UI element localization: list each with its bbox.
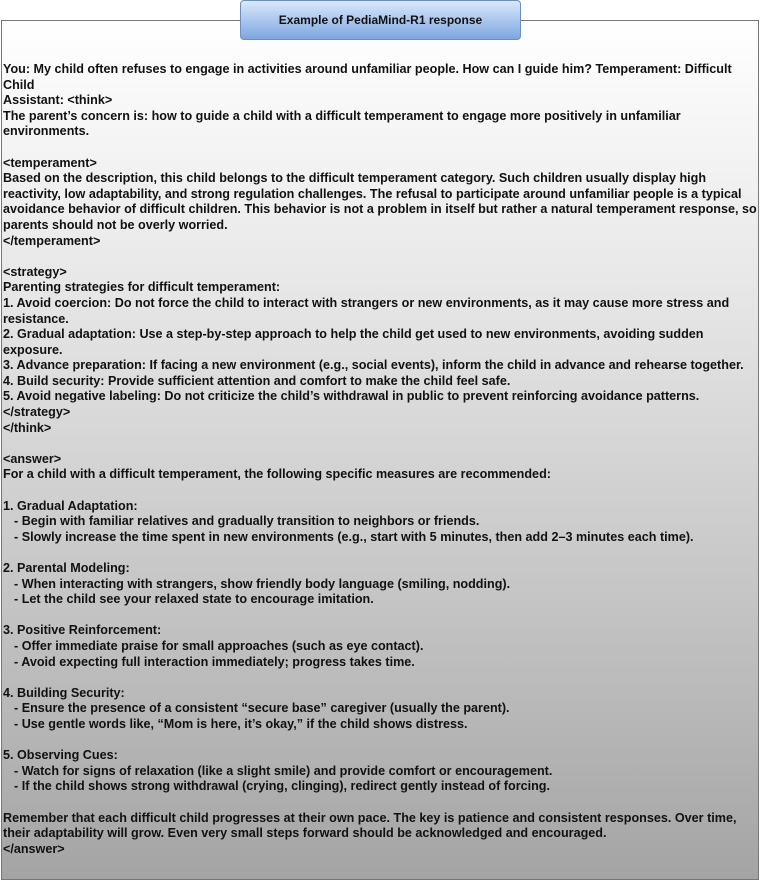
- user-question: You: My child often refuses to engage in activities around unfamiliar people. How can I guide him? Temperament: Difficult Child: [3, 62, 732, 92]
- answer-point: - When interacting with strangers, show friendly body language (smiling, nodding).: [14, 576, 511, 591]
- answer-point: - Let the child see your relaxed state to encourage imitation.: [14, 592, 374, 607]
- answer-section-heading: 3. Positive Reinforcement:: [3, 623, 162, 638]
- strategy-item: 1. Avoid coercion: Do not force the child to interact with strangers or new environments, as it may cause more stress and resistance.: [3, 295, 730, 326]
- answer-point: - Avoid expecting full interaction immediately; progress takes time.: [14, 654, 415, 669]
- strategy-item: 5. Avoid negative labeling: Do not criticize the child’s withdrawal in public to prevent reinforcing avoidance patterns.: [3, 389, 700, 404]
- answer-section-heading: 2. Parental Modeling:: [3, 561, 130, 575]
- strategy-item: 4. Build security: Provide sufficient attention and comfort to make the child feel safe.: [3, 373, 511, 388]
- concern-text: The parent’s concern is: how to guide a child with a difficult temperament to engage more positively in unfamiliar environments.: [3, 108, 681, 139]
- temperament-open-tag: <temperament>: [3, 155, 97, 170]
- temperament-text: Based on the description, this child belongs to the difficult temperament category. Such children usually display high reactivity, low adaptability, and strong regulation challenges. The refusal to participate around unfamiliar people is a typical avoidance behavior of difficult children. This behavior is not a problem in itself but rather a natural temperament response, so parents should not be overly worried.: [3, 171, 757, 232]
- title-text: Example of PediaMind-R1 response: [278, 13, 483, 27]
- strategy-item: 3. Advance preparation: If facing a new environment (e.g., social events), inform the child in advance and rehearse together.: [3, 358, 744, 373]
- strategy-open-tag: <strategy>: [3, 264, 67, 279]
- answer-point: - Begin with familiar relatives and gradually transition to neighbors or friends.: [14, 514, 480, 529]
- think-open-tag: Assistant: <think>: [3, 93, 113, 108]
- strategy-close-tag: </strategy>: [3, 405, 71, 420]
- answer-point: - Offer immediate praise for small approaches (such as eye contact).: [14, 638, 424, 653]
- answer-open-tag: <answer>: [3, 451, 62, 466]
- strategy-intro: Parenting strategies for difficult temperament:: [3, 280, 281, 295]
- answer-section-heading: 4. Building Security:: [3, 685, 125, 700]
- response-content: [3, 62, 760, 857]
- answer-point: - Use gentle words like, “Mom is here, it’s okay,” if the child shows distress.: [14, 716, 468, 731]
- answer-point: - Slowly increase the time spent in new environments (e.g., start with 5 minutes, then add 2–3 minutes each time).: [14, 529, 694, 544]
- strategy-item: 2. Gradual adaptation: Use a step-by-step approach to help the child get used to new environments, avoiding sudden exposure.: [3, 327, 704, 357]
- answer-section-heading: 1. Gradual Adaptation:: [3, 498, 138, 513]
- temperament-close-tag: </temperament>: [3, 233, 101, 248]
- answer-point: - Ensure the presence of a consistent “secure base” caregiver (usually the parent).: [14, 701, 510, 716]
- think-close-tag: </think>: [3, 420, 52, 435]
- answer-closing: Remember that each difficult child progresses at their own pace. The key is patience and consistent responses. Over time, their adaptability will grow. Even very small steps forward should be acknowledged and encouraged.: [3, 810, 737, 841]
- title-tab: [240, 0, 521, 40]
- answer-section-heading: 5. Observing Cues:: [3, 748, 118, 763]
- answer-point: - If the child shows strong withdrawal (crying, clinging), redirect gently instead of forcing.: [14, 779, 550, 794]
- answer-point: - Watch for signs of relaxation (like a slight smile) and provide comfort or encouragement.: [14, 763, 553, 778]
- answer-close-tag: </answer>: [3, 841, 65, 856]
- answer-intro: For a child with a difficult temperament, the following specific measures are recommended:: [3, 467, 551, 482]
